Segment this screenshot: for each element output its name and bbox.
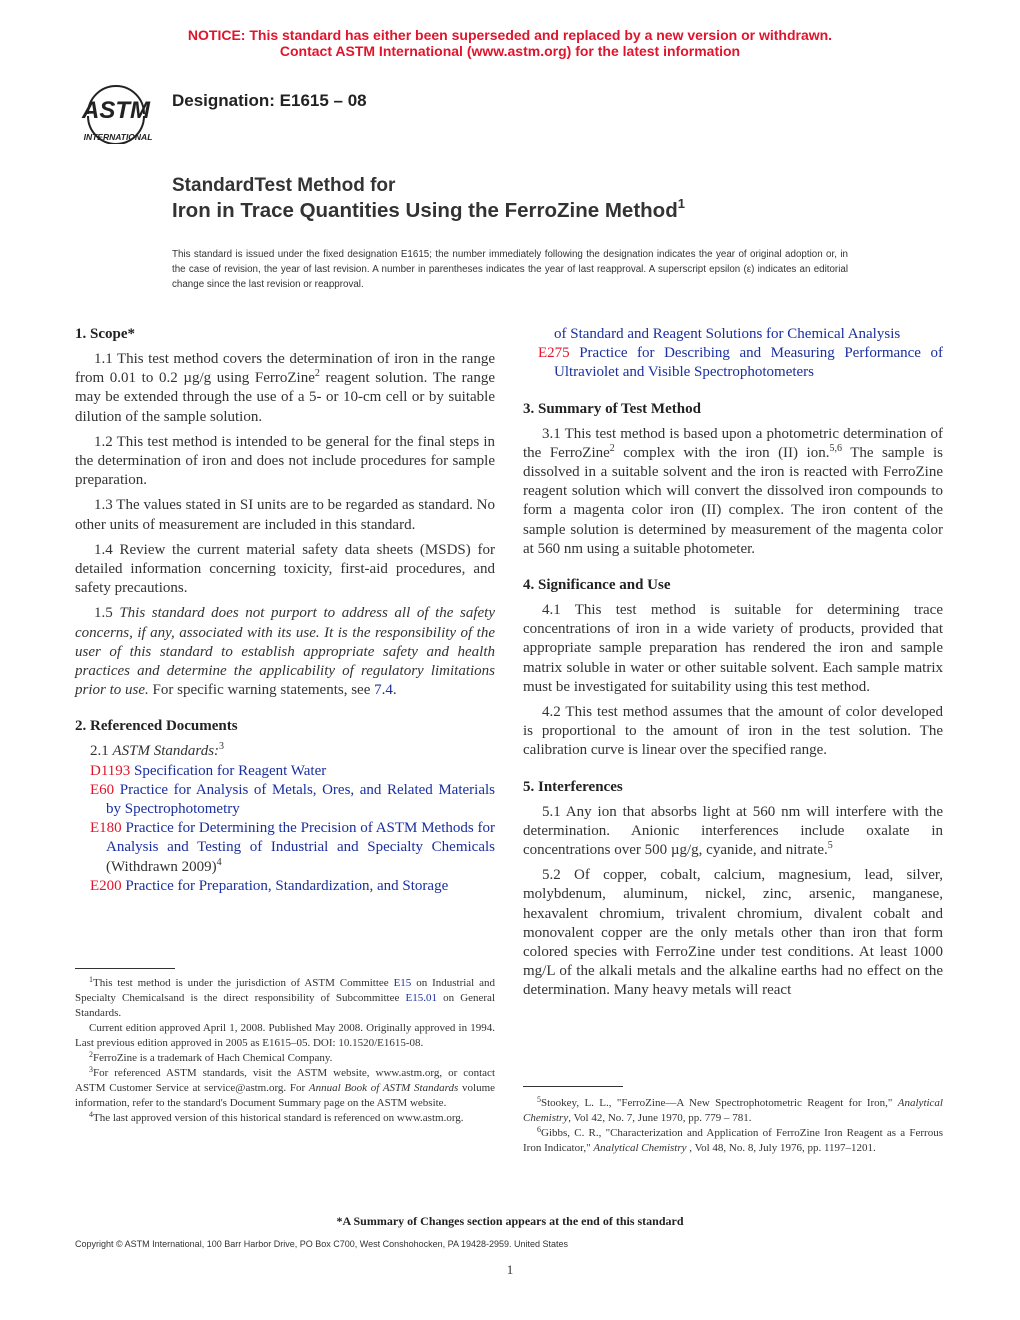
scope-p5: [75, 604, 495, 700]
reference-title-e275[interactable]: Practice for Describing and Measuring Performance of Ultraviolet and Visible Spectrophotometers: [554, 345, 943, 381]
reference-item: [75, 762, 495, 781]
page-number: 1: [506, 1262, 514, 1277]
subcommittee-link-e15-01[interactable]: E15.01: [405, 992, 437, 1004]
footnote-6-num: 6: [537, 1125, 541, 1134]
significance-p2: 4.2 This test method assumes that the amount of color developed is proportional to the amount of iron in the test solution. The calibration curve is linear over the specified range.: [523, 704, 943, 759]
footnote-1-text-cont: on Industrial and Specialty Chemicalsand is the direct responsibility of Subcommittee: [75, 977, 495, 1004]
title-line-1: StandardTest Method for: [172, 175, 396, 196]
footnote-6-text-cont: , Vol 48, No. 8, July 1976, pp. 1197–1201.: [686, 1142, 876, 1154]
notice-banner: [0, 27, 1020, 59]
reference-code-d1193[interactable]: D1193: [90, 762, 131, 779]
footnote-rule-right: [523, 1086, 623, 1087]
issued-note: This standard is issued under the fixed designation E1615; the number immediately following the designation indicates the year of original adoption or, in the case of revision, the year of last revision. A number in parentheses indicates the year of last reapproval. A superscript epsilon (ε) indicates an editorial change since the last revision or reapproval.: [172, 249, 848, 290]
summary-of-changes-note: *A Summary of Changes section appears at the end of this standard: [336, 1214, 684, 1228]
reference-code-e200[interactable]: E200: [90, 877, 122, 894]
reference-title-e180[interactable]: Practice for Determining the Precision of ASTM Methods for Analysis and Testing of Industrial and Specialty Chemicals: [106, 820, 495, 856]
scope-p1-text-cont: reagent solution. The range may be extended through the use of a 5- or 10-cm cell or by suitable dilution of the sample solution.: [75, 370, 495, 425]
interferences-heading: 5. Interferences: [523, 778, 623, 795]
reference-title-d1193[interactable]: Specification for Reagent Water: [130, 762, 327, 779]
interferences-p1: [523, 803, 943, 861]
references-intro: [75, 742, 495, 761]
scope-p3: 1.3 The values stated in SI units are to be regarded as standard. No other units of measurement are included in this standard.: [75, 497, 495, 533]
footnote-1-num: 1: [89, 975, 93, 984]
scope-heading: 1. Scope*: [75, 326, 135, 342]
footnote-5-text-cont: , Vol 42, No. 7, June 1970, pp. 779 – 781.: [568, 1112, 752, 1124]
footnote-5-italic: Analytical Chemistry: [523, 1097, 943, 1124]
footnote-6-italic: Analytical Chemistry: [593, 1142, 687, 1154]
footnote-2-text: FerroZine is a trademark of Hach Chemical Company.: [93, 1052, 333, 1064]
footnote-1: [75, 976, 495, 1021]
reference-item: [523, 344, 943, 382]
section-referenced-documents: [75, 717, 495, 896]
section-scope: [75, 325, 495, 700]
footnote-2: [75, 1051, 495, 1066]
scope-p5-italic: This standard does not purport to address all of the safety concerns, if any, associated with its use. It is the responsibility of the user of this standard to establish appropriate safety and health practices and determine the applicability of regulatory limitations prior to use.: [75, 605, 496, 699]
title-text: Iron in Trace Quantities Using the FerroZine Method: [172, 199, 678, 222]
footnote-5-text: Stookey, L. L., "FerroZine—A New Spectrophotometric Reagent for Iron,": [541, 1097, 898, 1109]
scope-p5-tail: For specific warning statements, see: [148, 682, 375, 699]
footnote-ref-5[interactable]: 5: [827, 840, 833, 852]
committee-link-e15[interactable]: E15: [393, 977, 412, 989]
summary-method-heading: 3. Summary of Test Method: [523, 400, 701, 417]
reference-item: [75, 781, 495, 819]
footnote-3-num: 3: [89, 1065, 93, 1074]
reference-tail-e180: (Withdrawn 2009): [106, 858, 217, 875]
scope-p5-end: .: [392, 682, 397, 699]
footnote-rule-left: [75, 968, 175, 969]
summary-method-p1: [523, 425, 943, 559]
footnote-5-num: 5: [537, 1095, 541, 1104]
footnote-ref-3[interactable]: 3: [219, 741, 225, 753]
footnote-ref-2[interactable]: 2: [314, 368, 320, 380]
scope-p5-num: 1.5: [94, 605, 120, 622]
significance-p1: 4.1 This test method is suitable for determining trace concentrations of iron in a wide variety of products, provided that appropriate sample preparation has rendered the iron and sample matrix soluble in water or other suitable solvent. Each sample matrix must be investigated for suitability using this test method.: [523, 602, 943, 695]
reference-title-e60[interactable]: Practice for Analysis of Metals, Ores, and Related Materials by Spectrophotometry: [106, 781, 495, 818]
reference-code-e60[interactable]: E60: [90, 781, 115, 798]
astm-logo: [74, 74, 162, 144]
footnote-1-text: This test method is under the jurisdiction of ASTM Committee: [93, 977, 394, 989]
reference-item: [75, 877, 495, 896]
footnote-4: [75, 1111, 495, 1126]
notice-line-2: Contact ASTM International (www.astm.org) for the latest information: [279, 43, 741, 59]
footnotes-right: [523, 1096, 943, 1156]
scope-p2: 1.2 This test method is intended to be general for the final steps in the determination of iron and does not include procedures for sample preparation.: [75, 433, 495, 489]
footnote-3-text-cont: volume information, refer to the standard's Document Summary page on the ASTM website.: [75, 1082, 496, 1109]
designation: Designation: E1615 – 08: [172, 91, 367, 110]
footnote-6: [523, 1126, 943, 1156]
left-column: [75, 325, 495, 896]
summary-method-text: 3.1 This test method is based upon a photometric determination of the FerroZine: [523, 425, 943, 461]
reference-title-e200-continued[interactable]: of Standard and Reagent Solutions for Chemical Analysis: [554, 326, 901, 342]
section-interferences: [523, 778, 943, 1001]
scope-p1: [75, 350, 495, 427]
section-significance-and-use: [523, 576, 943, 761]
significance-heading: 4. Significance and Use: [523, 577, 671, 594]
copyright: Copyright © ASTM International, 100 Barr Harbor Drive, PO Box C700, West Conshohocken, PA 19428-2959. United States: [75, 1239, 569, 1249]
footnote-2-num: 2: [89, 1050, 93, 1059]
reference-code-e180[interactable]: E180: [90, 820, 122, 837]
section-summary-of-test-method: [523, 400, 943, 559]
footnote-ref-4[interactable]: 4: [216, 856, 222, 868]
footnote-4-text: The last approved version of this historical standard is referenced on www.astm.org.: [93, 1112, 464, 1124]
right-column: [523, 325, 943, 1007]
references-intro-italic: ASTM Standards:: [112, 743, 220, 760]
reference-item: [75, 819, 495, 877]
interferences-p1-text: 5.1 Any ion that absorbs light at 560 nm will interfere with the determination. Anionic interferences include oxalate in concentrations over 500 µg/g, cyanide, and nitrate.: [523, 803, 943, 859]
footnote-3-text: For referenced ASTM standards, visit the ASTM website, www.astm.org, or contact ASTM Customer Service at service@astm.org. For: [75, 1067, 495, 1094]
footnote-1-text-end: on General Standards.: [75, 992, 496, 1019]
footnote-5: [523, 1096, 943, 1126]
footnote-6-text: Gibbs, C. R., "Characterization and Application of FerroZine Iron Reagent as a Ferrous Iron Indicator,": [523, 1127, 943, 1154]
logo-subtext: INTERNATIONAL: [83, 132, 153, 142]
summary-method-text-cont: complex with the iron (II) ion.: [614, 444, 830, 461]
footnote-3: [75, 1066, 495, 1111]
title-line-2: [172, 196, 685, 223]
title-footnote-mark[interactable]: 1: [677, 196, 685, 211]
footnote-3-italic: Annual Book of ASTM Standards: [308, 1082, 459, 1094]
interferences-p2: 5.2 Of copper, cobalt, calcium, magnesium, lead, silver, molybdenum, aluminum, nickel, zinc, arsenic, manganese, hexavalent chromium, trivalent chromium, divalent cobalt and monovalent copper are the only metals other than iron that form colored species with FerroZine under test conditions. At least 1000 mg/L of the alkali metals and the alkaline earths had no effect on the determination. Many heavy metals will react: [523, 867, 943, 999]
scope-p1-text: 1.1 This test method covers the determination of iron in the range from 0.01 to 0.2 µg/g using FerroZine: [75, 351, 495, 387]
logo-text: ASTM: [82, 97, 150, 124]
references-intro-num: 2.1: [90, 743, 113, 760]
references-heading: 2. Referenced Documents: [75, 718, 238, 735]
footnote-4-num: 4: [89, 1110, 93, 1119]
reference-title-e200[interactable]: Practice for Preparation, Standardization, and Storage: [121, 877, 449, 894]
reference-code-e275[interactable]: E275: [538, 345, 570, 362]
section-link-7-4[interactable]: 7.4: [374, 682, 393, 699]
summary-method-text-end: The sample is dissolved in a suitable solvent and the iron is reacted with FerroZine reagent solution which will convert the dissolved iron compounds to form a magenta color iron (II) complex. The iron content of the sample solution is determined by measurement of the magenta color at 560 nm using a suitable photometer.: [523, 444, 943, 557]
footnote-ref-5-6[interactable]: 5,6: [829, 442, 842, 454]
footnotes-left: [75, 976, 495, 1126]
notice-line-1: NOTICE: This standard has either been superseded and replaced by a new version or withdrawn.: [187, 27, 833, 43]
footnote-ref-2b[interactable]: 2: [609, 442, 615, 454]
reference-item-continued: [523, 325, 943, 344]
footnote-1-current-edition: Current edition approved April 1, 2008. Published May 2008. Originally approved in 1994. Last previous edition approved in 2005 as E1615–05. DOI: 10.1520/E1615-08.: [75, 1022, 495, 1049]
references-continued: [523, 325, 943, 383]
scope-p4: 1.4 Review the current material safety data sheets (MSDS) for detailed information concerning toxicity, first-aid procedures, and safety precautions.: [75, 541, 495, 597]
